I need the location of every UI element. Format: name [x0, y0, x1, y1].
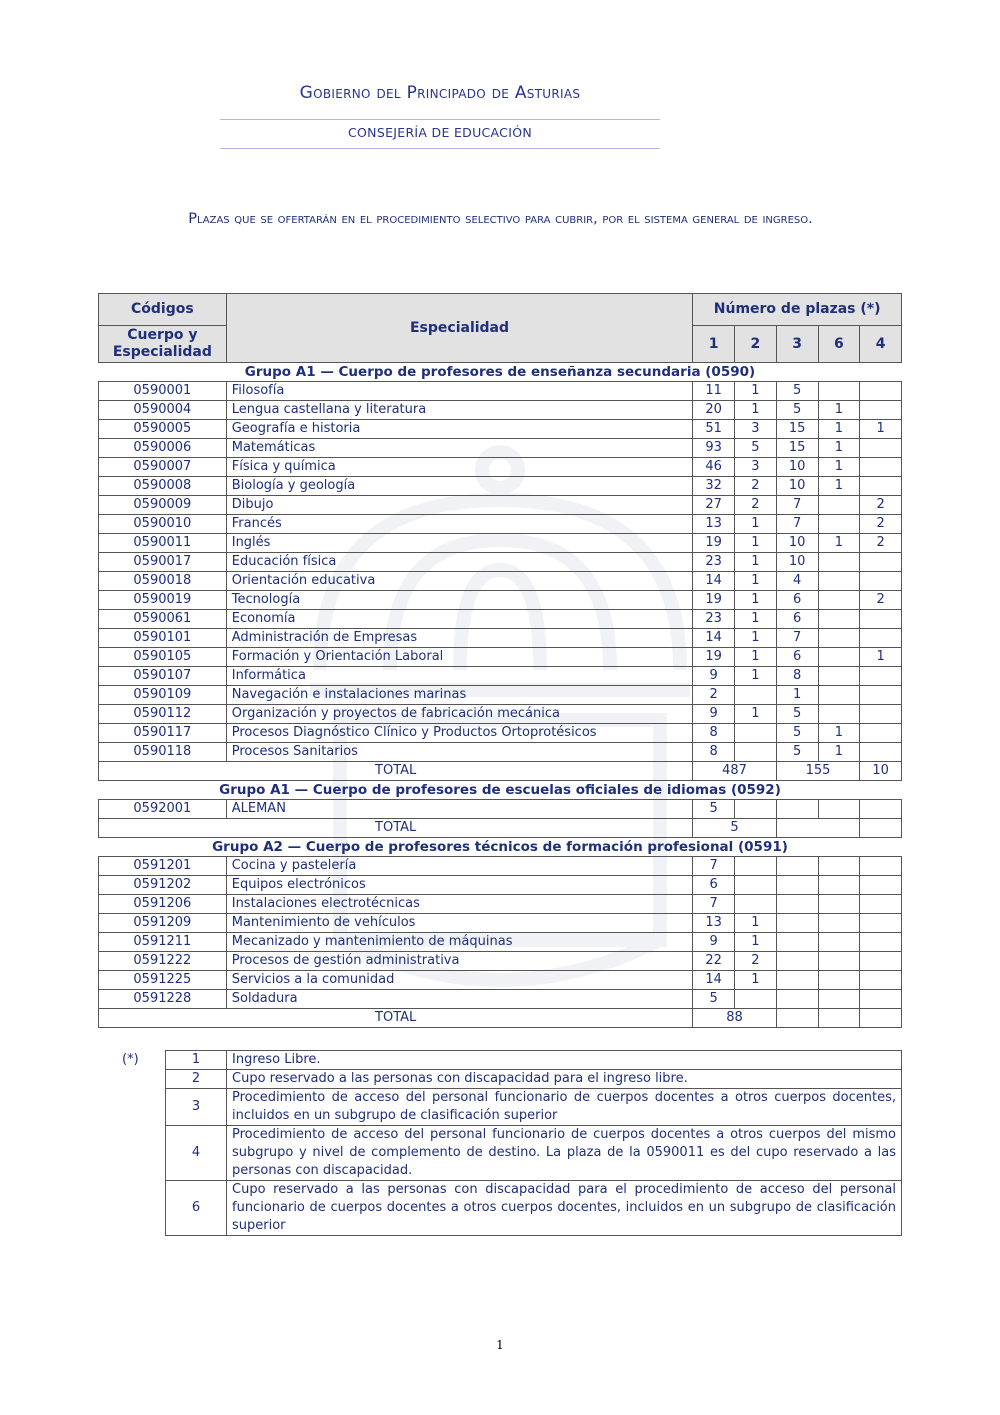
cell-plazas-3: 10 [776, 477, 818, 496]
legend-text: Procedimiento de acceso del personal funcionario de cuerpos docentes a otros cuerpos docentes, incluidos en un subgrupo de clasificación superior [227, 1089, 902, 1126]
cell-plazas-2: 3 [735, 458, 777, 477]
cell-plazas-6 [818, 572, 860, 591]
table-row [99, 496, 902, 515]
cell-plazas-4: 1 [860, 420, 902, 439]
table-row [99, 458, 902, 477]
cell-plazas-3: 5 [776, 401, 818, 420]
cell-plazas-1: 22 [693, 952, 735, 971]
cell-especialidad: Filosofía [226, 382, 693, 401]
table-row [99, 686, 902, 705]
cell-plazas-3: 4 [776, 572, 818, 591]
cell-plazas-4: 2 [860, 534, 902, 553]
cell-plazas-2: 1 [735, 667, 777, 686]
cell-code: 0590019 [99, 591, 227, 610]
cell-especialidad: Lengua castellana y literatura [226, 401, 693, 420]
cell-plazas-2: 1 [735, 914, 777, 933]
total-row [99, 819, 902, 838]
cell-plazas-4 [860, 933, 902, 952]
header-subtitle: CONSEJERÍA DE EDUCACIÓN [348, 125, 532, 140]
cell-plazas-4 [860, 401, 902, 420]
cell-code: 0590112 [99, 705, 227, 724]
cell-plazas-2 [735, 990, 777, 1009]
cell-plazas-4 [860, 686, 902, 705]
legend-row [166, 1089, 902, 1126]
cell-plazas-4 [860, 724, 902, 743]
table-row [99, 990, 902, 1009]
cell-code: 0591206 [99, 895, 227, 914]
cell-plazas-2 [735, 876, 777, 895]
cell-plazas-6 [818, 895, 860, 914]
header-title: Gobierno del Principado de Asturias [299, 83, 581, 103]
cell-plazas-6: 1 [818, 420, 860, 439]
cell-plazas-3: 5 [776, 724, 818, 743]
cell-code: 0591211 [99, 933, 227, 952]
cell-plazas-1: 8 [693, 724, 735, 743]
cell-plazas-6 [818, 800, 860, 819]
cell-code: 0590009 [99, 496, 227, 515]
cell-plazas-3: 7 [776, 515, 818, 534]
cell-plazas-2: 2 [735, 477, 777, 496]
cell-especialidad: Organización y proyectos de fabricación mecánica [226, 705, 693, 724]
cell-plazas-6: 1 [818, 401, 860, 420]
cell-plazas-4 [860, 990, 902, 1009]
cell-plazas-3: 1 [776, 686, 818, 705]
cell-plazas-2 [735, 895, 777, 914]
cell-plazas-2: 1 [735, 629, 777, 648]
table-row [99, 705, 902, 724]
total-cols-1-2: 5 [693, 819, 776, 838]
cell-plazas-4 [860, 743, 902, 762]
table-row [99, 971, 902, 990]
cell-plazas-2: 2 [735, 952, 777, 971]
cell-plazas-6: 1 [818, 534, 860, 553]
legend-row [166, 1070, 902, 1089]
cell-plazas-6: 1 [818, 743, 860, 762]
cell-plazas-2 [735, 800, 777, 819]
cell-plazas-1: 9 [693, 667, 735, 686]
cell-especialidad: Dibujo [226, 496, 693, 515]
cell-plazas-1: 14 [693, 629, 735, 648]
cell-plazas-6 [818, 610, 860, 629]
cell-plazas-1: 14 [693, 572, 735, 591]
cell-plazas-3: 7 [776, 629, 818, 648]
cell-plazas-2: 5 [735, 439, 777, 458]
cell-plazas-4 [860, 477, 902, 496]
cell-plazas-4 [860, 572, 902, 591]
cell-code: 0590107 [99, 667, 227, 686]
group-title: Grupo A2 — Cuerpo de profesores técnicos de formación profesional (0591) [212, 839, 788, 855]
cell-especialidad: Física y química [226, 458, 693, 477]
table-row [99, 724, 902, 743]
cell-plazas-4 [860, 382, 902, 401]
table-row [99, 857, 902, 876]
cell-plazas-6 [818, 686, 860, 705]
group-heading-row [99, 838, 902, 857]
cell-plazas-3 [776, 914, 818, 933]
cell-plazas-3: 7 [776, 496, 818, 515]
cell-plazas-1: 7 [693, 857, 735, 876]
cell-plazas-6 [818, 667, 860, 686]
table-row [99, 401, 902, 420]
cell-code: 0590118 [99, 743, 227, 762]
legend-key: 2 [166, 1070, 227, 1089]
cell-plazas-6 [818, 857, 860, 876]
cell-plazas-2: 1 [735, 591, 777, 610]
cell-plazas-6 [818, 382, 860, 401]
legend-table [165, 1050, 902, 1236]
cell-plazas-2: 1 [735, 401, 777, 420]
cell-plazas-1: 27 [693, 496, 735, 515]
cell-code: 0591209 [99, 914, 227, 933]
cell-plazas-1: 8 [693, 743, 735, 762]
table-row [99, 515, 902, 534]
header-col-2: 2 [735, 326, 777, 363]
cell-plazas-2: 1 [735, 705, 777, 724]
cell-especialidad: Procesos Sanitarios [226, 743, 693, 762]
cell-plazas-4 [860, 914, 902, 933]
table-row [99, 591, 902, 610]
cell-plazas-1: 5 [693, 990, 735, 1009]
cell-plazas-6 [818, 990, 860, 1009]
group-title: Grupo A1 — Cuerpo de profesores de enseñanza secundaria (0590) [244, 364, 756, 380]
cell-plazas-1: 9 [693, 933, 735, 952]
cell-plazas-2: 1 [735, 534, 777, 553]
cell-plazas-6 [818, 933, 860, 952]
group-heading-row [99, 363, 902, 382]
cell-plazas-1: 93 [693, 439, 735, 458]
cell-code: 0590007 [99, 458, 227, 477]
cell-plazas-1: 9 [693, 705, 735, 724]
cell-plazas-4 [860, 439, 902, 458]
cell-especialidad: Francés [226, 515, 693, 534]
cell-plazas-1: 5 [693, 800, 735, 819]
header-col-3: 3 [776, 326, 818, 363]
cell-plazas-2: 2 [735, 496, 777, 515]
cell-especialidad: Tecnología [226, 591, 693, 610]
cell-especialidad: Informática [226, 667, 693, 686]
legend-row [166, 1051, 902, 1070]
cell-plazas-1: 6 [693, 876, 735, 895]
total-cols-3-6: 155 [776, 762, 859, 781]
header-cuerpo-especialidad: Cuerpo y Especialidad [99, 326, 227, 363]
cell-code: 0591228 [99, 990, 227, 1009]
cell-plazas-2: 1 [735, 382, 777, 401]
cell-especialidad: Mantenimiento de vehículos [226, 914, 693, 933]
cell-plazas-2: 1 [735, 572, 777, 591]
group-heading-row [99, 781, 902, 800]
table-row [99, 534, 902, 553]
legend-text: Procedimiento de acceso del personal funcionario de cuerpos docentes a otros cuerpos del mismo subgrupo y nivel de complemento de destino. La plaza de la 0590011 es del cupo reservado a las personas con discapacidad. [227, 1126, 902, 1181]
cell-code: 0590105 [99, 648, 227, 667]
cell-plazas-1: 2 [693, 686, 735, 705]
cell-especialidad: Instalaciones electrotécnicas [226, 895, 693, 914]
total-cols-3-6 [776, 819, 859, 838]
cell-plazas-3 [776, 895, 818, 914]
legend-text: Cupo reservado a las personas con discapacidad para el ingreso libre. [227, 1070, 902, 1089]
cell-code: 0590109 [99, 686, 227, 705]
cell-plazas-3: 5 [776, 743, 818, 762]
cell-plazas-3: 6 [776, 610, 818, 629]
table-row [99, 895, 902, 914]
table-row [99, 420, 902, 439]
cell-plazas-2: 1 [735, 648, 777, 667]
cell-especialidad: Mecanizado y mantenimiento de máquinas [226, 933, 693, 952]
cell-plazas-3 [776, 990, 818, 1009]
legend-key: 6 [166, 1181, 227, 1236]
cell-plazas-6: 1 [818, 439, 860, 458]
legend-row [166, 1181, 902, 1236]
cell-plazas-3: 15 [776, 420, 818, 439]
table-row [99, 952, 902, 971]
cell-plazas-2 [735, 724, 777, 743]
cell-plazas-3: 8 [776, 667, 818, 686]
cell-plazas-3: 10 [776, 553, 818, 572]
table-row [99, 477, 902, 496]
page-number: 1 [496, 1338, 504, 1352]
cell-plazas-6: 1 [818, 477, 860, 496]
cell-plazas-4 [860, 705, 902, 724]
legend-text: Ingreso Libre. [227, 1051, 902, 1070]
header-codigos: Códigos [99, 294, 227, 326]
cell-plazas-3: 5 [776, 382, 818, 401]
cell-plazas-3 [776, 876, 818, 895]
cell-code: 0590010 [99, 515, 227, 534]
cell-plazas-2: 3 [735, 420, 777, 439]
cell-code: 0591222 [99, 952, 227, 971]
legend-key: 1 [166, 1051, 227, 1070]
table-row [99, 629, 902, 648]
cell-plazas-4: 1 [860, 648, 902, 667]
cell-especialidad: Equipos electrónicos [226, 876, 693, 895]
table-row [99, 914, 902, 933]
header-divider-bottom [220, 148, 660, 149]
cell-plazas-2 [735, 857, 777, 876]
legend-key: 4 [166, 1126, 227, 1181]
cell-especialidad: Formación y Orientación Laboral [226, 648, 693, 667]
header-col-4: 4 [860, 326, 902, 363]
cell-plazas-1: 19 [693, 591, 735, 610]
table-row [99, 667, 902, 686]
table-row [99, 933, 902, 952]
cell-code: 0590005 [99, 420, 227, 439]
table-row [99, 553, 902, 572]
cell-plazas-4 [860, 857, 902, 876]
cell-especialidad: Educación física [226, 553, 693, 572]
cell-code: 0590061 [99, 610, 227, 629]
cell-plazas-4 [860, 610, 902, 629]
cell-plazas-4 [860, 667, 902, 686]
table-row [99, 800, 902, 819]
header-numero-plazas: Número de plazas (*) [693, 294, 902, 326]
cell-code: 0592001 [99, 800, 227, 819]
cell-code: 0591201 [99, 857, 227, 876]
cell-plazas-3 [776, 971, 818, 990]
cell-plazas-1: 14 [693, 971, 735, 990]
cell-especialidad: Procesos de gestión administrativa [226, 952, 693, 971]
total-cols-1-2: 487 [693, 762, 776, 781]
cell-code: 0591202 [99, 876, 227, 895]
cell-plazas-4 [860, 553, 902, 572]
cell-plazas-1: 13 [693, 515, 735, 534]
cell-plazas-3: 10 [776, 534, 818, 553]
cell-plazas-6 [818, 914, 860, 933]
cell-code: 0590004 [99, 401, 227, 420]
total-label: TOTAL [99, 762, 693, 781]
total-label: TOTAL [99, 819, 693, 838]
cell-plazas-1: 19 [693, 534, 735, 553]
cell-code: 0590011 [99, 534, 227, 553]
cell-plazas-3 [776, 857, 818, 876]
cell-plazas-3 [776, 933, 818, 952]
cell-plazas-1: 32 [693, 477, 735, 496]
cell-plazas-6 [818, 971, 860, 990]
cell-plazas-2 [735, 686, 777, 705]
table-row [99, 439, 902, 458]
cell-especialidad: ALEMAN [226, 800, 693, 819]
cell-plazas-4 [860, 458, 902, 477]
cell-plazas-1: 46 [693, 458, 735, 477]
cell-plazas-6 [818, 705, 860, 724]
table-row [99, 743, 902, 762]
cell-especialidad: Procesos Diagnóstico Clínico y Productos Ortoprotésicos [226, 724, 693, 743]
cell-code: 0590008 [99, 477, 227, 496]
legend-key: 3 [166, 1089, 227, 1126]
total-label: TOTAL [99, 1009, 693, 1028]
cell-code: 0590101 [99, 629, 227, 648]
cell-plazas-6 [818, 515, 860, 534]
cell-plazas-1: 19 [693, 648, 735, 667]
cell-especialidad: Matemáticas [226, 439, 693, 458]
group-title: Grupo A1 — Cuerpo de profesores de escuelas oficiales de idiomas (0592) [219, 782, 781, 798]
table-row [99, 572, 902, 591]
cell-code: 0590018 [99, 572, 227, 591]
cell-plazas-4 [860, 800, 902, 819]
table-row [99, 648, 902, 667]
cell-code: 0590001 [99, 382, 227, 401]
total-row [99, 762, 902, 781]
table-row [99, 382, 902, 401]
total-col-4 [860, 1009, 902, 1028]
total-cols-1-2: 88 [693, 1009, 776, 1028]
cell-especialidad: Cocina y pastelería [226, 857, 693, 876]
cell-plazas-1: 51 [693, 420, 735, 439]
header-divider-top [220, 119, 660, 120]
cell-plazas-3: 15 [776, 439, 818, 458]
cell-plazas-6 [818, 952, 860, 971]
cell-plazas-3: 6 [776, 648, 818, 667]
legend-text: Cupo reservado a las personas con discapacidad para el procedimiento de acceso del personal funcionario de cuerpos docentes a otros cuerpos docentes, incluidos en un subgrupo de clasificación superior [227, 1181, 902, 1236]
cell-especialidad: Economía [226, 610, 693, 629]
cell-especialidad: Orientación educativa [226, 572, 693, 591]
cell-plazas-4 [860, 952, 902, 971]
cell-plazas-6 [818, 496, 860, 515]
cell-plazas-3 [776, 952, 818, 971]
cell-plazas-4: 2 [860, 515, 902, 534]
cell-plazas-4 [860, 895, 902, 914]
cell-especialidad: Administración de Empresas [226, 629, 693, 648]
legend-marker: (*) [122, 1052, 139, 1067]
cell-code: 0590117 [99, 724, 227, 743]
cell-plazas-3: 6 [776, 591, 818, 610]
cell-plazas-3: 5 [776, 705, 818, 724]
cell-code: 0590017 [99, 553, 227, 572]
legend-row [166, 1126, 902, 1181]
cell-plazas-6 [818, 648, 860, 667]
cell-plazas-6: 1 [818, 458, 860, 477]
table-row [99, 876, 902, 895]
cell-plazas-4 [860, 629, 902, 648]
cell-plazas-6 [818, 876, 860, 895]
cell-plazas-6 [818, 629, 860, 648]
header-especialidad: Especialidad [226, 294, 693, 363]
cell-especialidad: Navegación e instalaciones marinas [226, 686, 693, 705]
cell-plazas-6 [818, 553, 860, 572]
cell-plazas-1: 20 [693, 401, 735, 420]
cell-plazas-4 [860, 876, 902, 895]
cell-plazas-1: 7 [693, 895, 735, 914]
cell-especialidad: Geografía e historia [226, 420, 693, 439]
cell-plazas-2 [735, 743, 777, 762]
cell-especialidad: Servicios a la comunidad [226, 971, 693, 990]
cell-plazas-6: 1 [818, 724, 860, 743]
cell-code: 0590006 [99, 439, 227, 458]
cell-especialidad: Inglés [226, 534, 693, 553]
cell-plazas-4 [860, 971, 902, 990]
plazas-table [98, 293, 902, 1028]
cell-plazas-4: 2 [860, 591, 902, 610]
cell-plazas-1: 11 [693, 382, 735, 401]
cell-plazas-1: 23 [693, 553, 735, 572]
table-row [99, 610, 902, 629]
header-col-1: 1 [693, 326, 735, 363]
cell-plazas-2: 1 [735, 971, 777, 990]
cell-plazas-3: 10 [776, 458, 818, 477]
header-col-6: 6 [818, 326, 860, 363]
total-col-4: 10 [860, 762, 902, 781]
cell-plazas-2: 1 [735, 610, 777, 629]
cell-plazas-1: 13 [693, 914, 735, 933]
cell-plazas-6 [818, 591, 860, 610]
total-col-4 [860, 819, 902, 838]
cell-plazas-1: 23 [693, 610, 735, 629]
cell-plazas-4: 2 [860, 496, 902, 515]
cell-plazas-2: 1 [735, 553, 777, 572]
cell-plazas-2: 1 [735, 515, 777, 534]
cell-code: 0591225 [99, 971, 227, 990]
cell-plazas-2: 1 [735, 933, 777, 952]
total-col-3 [776, 1009, 818, 1028]
cell-especialidad: Biología y geología [226, 477, 693, 496]
cell-plazas-3 [776, 800, 818, 819]
document-title: Plazas que se ofertarán en el procedimiento selectivo para cubrir, por el sistema general de ingreso. [188, 211, 813, 227]
total-row [99, 1009, 902, 1028]
total-col-6 [818, 1009, 860, 1028]
cell-especialidad: Soldadura [226, 990, 693, 1009]
